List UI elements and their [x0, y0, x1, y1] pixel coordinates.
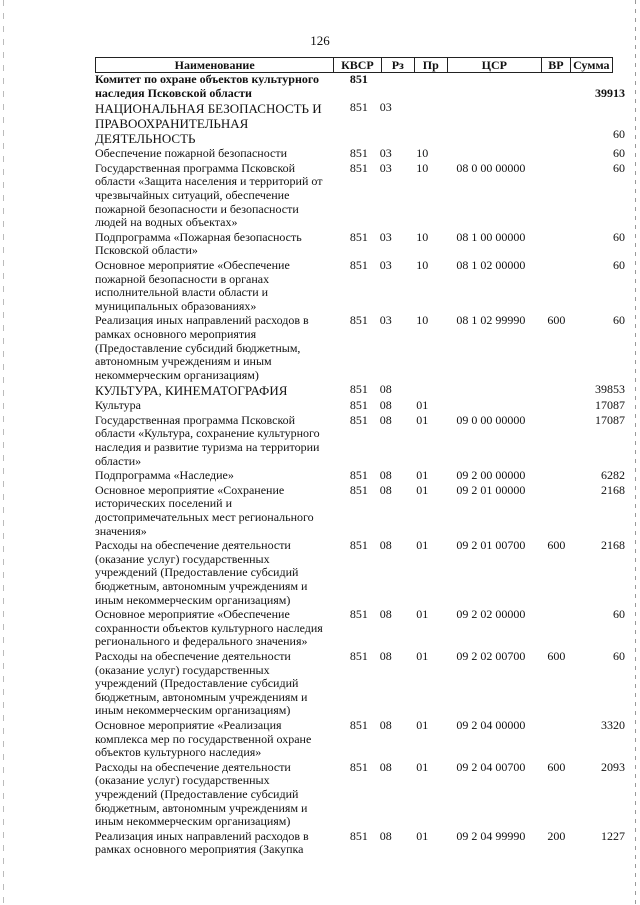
- cell-kvsr: 851: [349, 412, 368, 427]
- cell-name: Культура: [95, 398, 141, 413]
- cell-kvsr: 851: [349, 648, 368, 663]
- table-row: [95, 414, 625, 468]
- cell-sum: 60: [613, 313, 625, 328]
- cell-csr: [448, 383, 547, 398]
- cell-name: Обеспечение пожарной безопасности: [95, 146, 288, 161]
- cell-kvsr: 851: [349, 828, 368, 843]
- cell-csr: 08 1 02 00000: [456, 257, 526, 272]
- table-body: [95, 73, 625, 858]
- cell-rz: 08: [379, 538, 392, 553]
- cell-kvsr: 851: [349, 100, 368, 115]
- header-pr: Пр: [414, 58, 447, 72]
- cell-vr: [547, 399, 575, 413]
- cell-kvsr: 851: [349, 72, 368, 86]
- cell-pr: 01: [416, 717, 429, 732]
- cell-vr: [547, 101, 575, 146]
- cell-sum: 17087: [595, 398, 625, 413]
- cell-name: Подпрограмма «Наследие»: [95, 468, 234, 483]
- cell-vr: [547, 147, 575, 161]
- cell-kvsr: 851: [349, 229, 368, 244]
- cell-pr: [408, 101, 448, 146]
- page-number: 126: [310, 33, 330, 48]
- table-row: [95, 608, 625, 649]
- cell-rz: 08: [379, 607, 392, 622]
- cell-name: Реализация иных направлений расходов в рамках основного мероприятия (Предоставление субсидий бюджетным, автономным учреждениям и иным некоммерческим организациям): [95, 313, 309, 382]
- cell-sum: 60: [613, 648, 625, 663]
- cell-sum: 39853: [595, 382, 625, 397]
- cell-vr: [547, 608, 575, 649]
- cell-vr: [547, 162, 575, 230]
- cell-vr: [547, 719, 575, 760]
- cell-vr: [547, 231, 575, 258]
- table-row: [95, 469, 625, 483]
- cell-sum: 60: [613, 607, 625, 622]
- table-row: [95, 259, 625, 313]
- cell-csr: [448, 399, 547, 413]
- cell-sum: 60: [613, 257, 625, 272]
- cell-pr: 01: [416, 468, 429, 483]
- cell-sum: 60: [613, 146, 625, 161]
- cell-name: НАЦИОНАЛЬНАЯ БЕЗОПАСНОСТЬ И ПРАВООХРАНИТЕЛЬНАЯ ДЕЯТЕЛЬНОСТЬ: [95, 101, 322, 147]
- cell-csr: 09 2 04 99990: [456, 828, 526, 843]
- table-row: [95, 399, 625, 413]
- cell-pr: 01: [416, 648, 429, 663]
- cell-pr: 10: [416, 313, 429, 328]
- cell-csr: [448, 101, 547, 146]
- cell-csr: 09 2 04 00000: [456, 717, 526, 732]
- table-row: [95, 484, 625, 538]
- header-rz: Рз: [381, 58, 414, 72]
- cell-vr: 600: [547, 648, 566, 663]
- cell-csr: [448, 73, 547, 100]
- table-row: [95, 314, 625, 382]
- cell-rz: 03: [379, 100, 392, 115]
- cell-kvsr: 851: [349, 160, 368, 175]
- table-row: [95, 73, 625, 100]
- cell-csr: 08 1 00 00000: [456, 229, 526, 244]
- cell-pr: 01: [416, 759, 429, 774]
- table-row: [95, 383, 625, 398]
- scan-edge-right: [635, 0, 636, 905]
- cell-pr: 01: [416, 828, 429, 843]
- cell-name: Комитет по охране объектов культурного наследия Псковской области: [95, 72, 320, 100]
- cell-rz: 08: [379, 759, 392, 774]
- cell-csr: 09 2 00 00000: [456, 468, 526, 483]
- cell-name: Государственная программа Псковской области «Защита населения и территорий от чрезвычайных ситуаций, обеспечение пожарной безопасности и безопасности людей на водных объектах»: [95, 160, 323, 230]
- cell-kvsr: 851: [349, 538, 368, 553]
- cell-sum: 2168: [601, 538, 625, 553]
- cell-rz: 03: [379, 146, 392, 161]
- cell-rz: 03: [379, 313, 392, 328]
- cell-csr: 08 0 00 00000: [456, 160, 526, 175]
- cell-name: Основное мероприятие «Обеспечение пожарной безопасности в органах исполнительной власти области и муниципальных образованиях»: [95, 257, 290, 313]
- table-row: [95, 231, 625, 258]
- header-csr: ЦСР: [447, 58, 542, 72]
- cell-vr: 600: [547, 759, 566, 774]
- table-row: [95, 162, 625, 230]
- cell-name: Расходы на обеспечение деятельности (оказание услуг) государственных учреждений (Предоставление субсидий бюджетным, автономным учреждениям и иным некоммерческим организациям): [95, 538, 308, 607]
- cell-csr: 09 2 04 00700: [456, 759, 526, 774]
- cell-sum: 2168: [601, 482, 625, 497]
- cell-csr: 08 1 02 99990: [456, 313, 526, 328]
- cell-vr: 200: [547, 828, 566, 843]
- cell-name: Подпрограмма «Пожарная безопасность Псковской области»: [95, 229, 302, 258]
- cell-sum: 60: [613, 127, 625, 142]
- cell-vr: [547, 484, 575, 538]
- cell-rz: 08: [379, 828, 392, 843]
- cell-kvsr: 851: [349, 468, 368, 483]
- cell-pr: 01: [416, 412, 429, 427]
- cell-name: Основное мероприятие «Обеспечение сохранности объектов культурного наследия регионального и федерального значения»: [95, 607, 323, 649]
- cell-rz: 03: [379, 229, 392, 244]
- cell-name: Основное мероприятие «Реализация комплекса мер по государственной охране объектов культурного наследия»: [95, 717, 312, 760]
- cell-sum: 60: [613, 160, 625, 175]
- cell-vr: [547, 383, 575, 398]
- cell-rz: 08: [379, 648, 392, 663]
- cell-vr: 600: [547, 538, 566, 553]
- scan-edge-left: [3, 0, 4, 905]
- cell-sum: 6282: [601, 468, 625, 483]
- cell-rz: 03: [379, 257, 392, 272]
- cell-kvsr: 851: [349, 398, 368, 413]
- cell-kvsr: 851: [349, 607, 368, 622]
- table-row: [95, 147, 625, 161]
- cell-rz: 08: [379, 382, 392, 397]
- cell-csr: 09 2 01 00700: [456, 538, 526, 553]
- cell-name: Расходы на обеспечение деятельности (оказание услуг) государственных учреждений (Предоставление субсидий бюджетным, автономным учреждениям и иным некоммерческим организациям): [95, 648, 308, 718]
- cell-rz: 03: [379, 160, 392, 175]
- cell-pr: 10: [416, 257, 429, 272]
- cell-vr: 600: [547, 313, 566, 328]
- cell-csr: 09 2 02 00000: [456, 607, 526, 622]
- cell-name: Государственная программа Псковской области «Культура, сохранение культурного наследия и развитие туризма на территории области»: [95, 412, 320, 468]
- cell-kvsr: 851: [349, 146, 368, 161]
- cell-rz: 08: [379, 482, 392, 497]
- table-row: [95, 101, 625, 146]
- cell-pr: 10: [416, 229, 429, 244]
- cell-vr: [547, 259, 575, 313]
- cell-vr: [547, 469, 575, 483]
- cell-vr: [547, 73, 575, 100]
- cell-csr: [448, 147, 547, 161]
- cell-kvsr: 851: [349, 759, 368, 774]
- cell-name: Расходы на обеспечение деятельности (оказание услуг) государственных учреждений (Предоставление субсидий бюджетным, автономным учреждениям и иным некоммерческим организациям): [95, 759, 308, 829]
- cell-pr: 01: [416, 607, 429, 622]
- table-row: [95, 539, 625, 607]
- cell-pr: 01: [416, 482, 429, 497]
- cell-kvsr: 851: [349, 382, 368, 397]
- cell-kvsr: 851: [349, 313, 368, 328]
- table-row: [95, 650, 625, 718]
- cell-pr: 10: [416, 146, 429, 161]
- cell-rz: 08: [379, 468, 392, 483]
- header-vr: ВР: [541, 58, 570, 72]
- cell-pr: 01: [416, 398, 429, 413]
- cell-rz: 08: [379, 398, 392, 413]
- table-header: [95, 57, 613, 73]
- cell-sum: 2093: [601, 759, 625, 774]
- cell-name: КУЛЬТУРА, КИНЕМАТОГРАФИЯ: [95, 383, 288, 399]
- cell-kvsr: 851: [349, 717, 368, 732]
- cell-sum: 17087: [595, 412, 625, 427]
- cell-sum: 3320: [601, 717, 625, 732]
- cell-csr: 09 2 01 00000: [456, 482, 526, 497]
- header-name: Наименование: [174, 57, 255, 72]
- header-kvsr: КВСР: [333, 58, 380, 72]
- header-sum: Сумма: [570, 58, 612, 72]
- cell-kvsr: 851: [349, 482, 368, 497]
- cell-rz: [378, 73, 408, 100]
- cell-rz: 08: [379, 412, 392, 427]
- cell-csr: 09 2 02 00700: [456, 648, 526, 663]
- cell-name: Основное мероприятие «Сохранение исторических поселений и достопримечательных мест регионального значения»: [95, 482, 314, 538]
- cell-kvsr: 851: [349, 257, 368, 272]
- cell-sum: 60: [613, 229, 625, 244]
- cell-pr: 10: [416, 160, 429, 175]
- cell-pr: [408, 73, 448, 100]
- cell-csr: 09 0 00 00000: [456, 412, 526, 427]
- cell-name: Реализация иных направлений расходов в рамках основного мероприятия (Закупка: [95, 828, 309, 857]
- cell-rz: 08: [379, 717, 392, 732]
- table-row: [95, 719, 625, 760]
- cell-sum: 1227: [601, 828, 625, 843]
- cell-vr: [547, 414, 575, 468]
- cell-pr: 01: [416, 538, 429, 553]
- cell-pr: [408, 383, 448, 398]
- table-row: [95, 761, 625, 829]
- cell-sum: 39913: [595, 85, 625, 100]
- table-row: [95, 830, 625, 857]
